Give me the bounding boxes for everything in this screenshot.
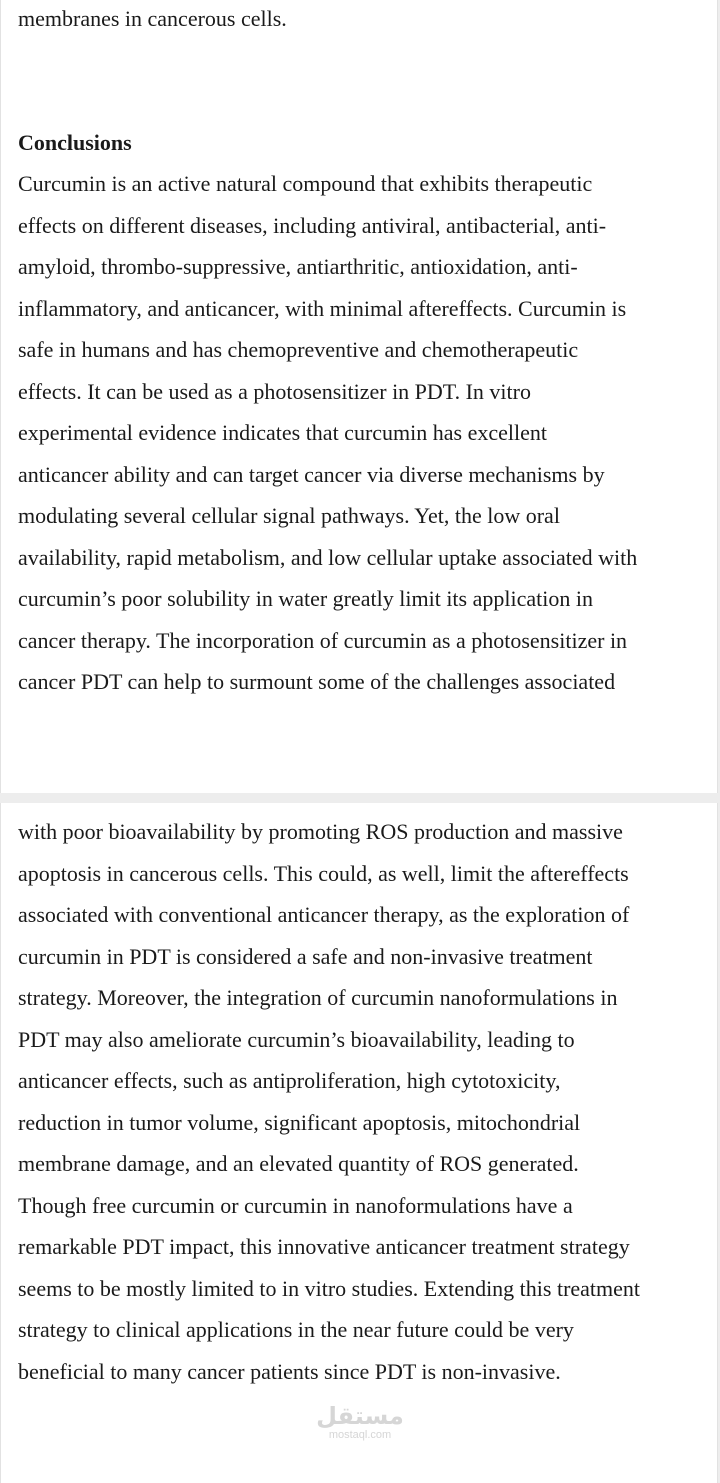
watermark-logo-arabic: مستقل [316,1402,404,1430]
watermark-domain: mostaql.com [328,1429,392,1441]
conclusions-paragraph-continued: with poor bioavailability by promoting ROS production and massive apoptosis in cancerous cells. This could, as well, limit the aftereffects associated with conventional anticancer therapy, as the exploration of curcumin in PDT is considered a safe and non-invasive treatment strategy. Moreover, the integration of curcumin nanoformulations in PDT may also ameliorate curcumin’s bioavailability, leading to anticancer effects, such as antiproliferation, high cytotoxicity, reduction in tumor volume, significant apoptosis, mitochondrial membrane damage, and an elevated quantity of ROS generated. Though free curcumin or curcumin in nanoformulations have a remarkable PDT impact, this innovative anticancer treatment strategy seems to be mostly limited to in vitro studies. Extending this treatment strategy to clinical applications in the near future could be very beneficial to many cancer patients since PDT is non-invasive. [18,819,641,1384]
mostaql-watermark [0,1403,720,1441]
paragraph-fragment: membranes in cancerous cells. [18,6,287,31]
section-heading-conclusions: Conclusions [18,130,132,155]
conclusions-paragraph: Curcumin is an active natural compound that exhibits therapeutic effects on different diseases, including antiviral, antibacterial, anti- amyloid, thrombo-suppressive, antiarthritic, antioxidation, anti- inflammatory, and anticancer, with minimal aftereffects. Curcumin is safe in humans and has chemopreventive and chemotherapeutic effects. It can be used as a photosensitizer in PDT. In vitro experimental evidence indicates that curcumin has excellent anticancer ability and can target cancer via diverse mechanisms by modulating several cellular signal pathways. Yet, the low oral availability, rapid metabolism, and low cellular uptake associated with curcumin’s poor solubility in water greatly limit its application in cancer therapy. The incorporation of curcumin as a photosensitizer in cancer PDT can help to surmount some of the challenges associated [18,171,638,694]
